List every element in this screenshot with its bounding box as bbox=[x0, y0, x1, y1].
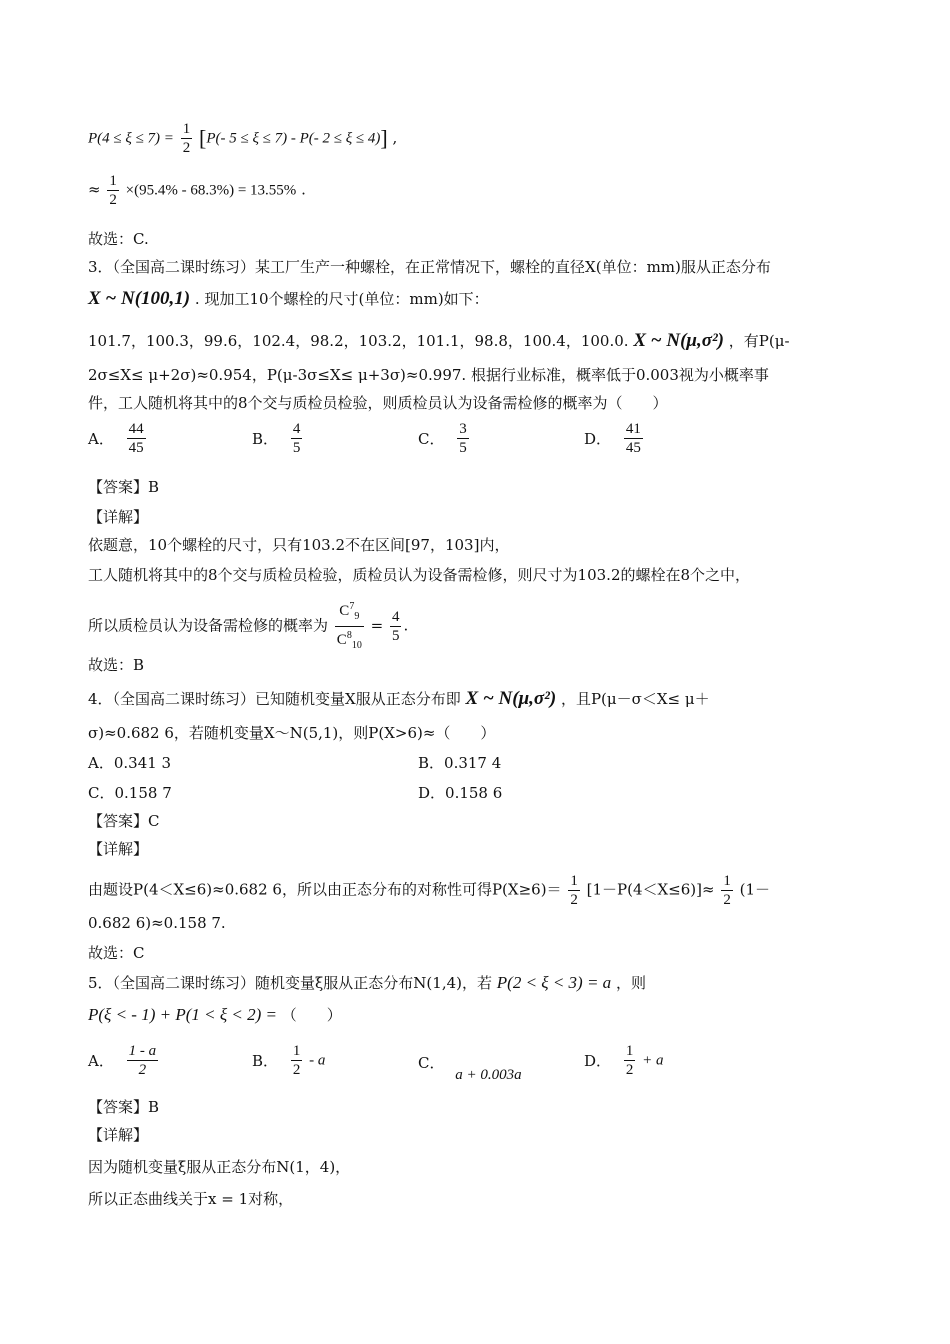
q3-stem-2-line bbox=[88, 288, 489, 310]
q3-stem-3: ，有P(μ- bbox=[728, 332, 790, 350]
formula2-frac: $\frac{1}{2}$ bbox=[109, 173, 117, 208]
formula-line-1: P(4 ≤ ξ ≤ 7) = $\frac{1}{2}$ [P(- 5 ≤ ξ ≤ 7) - P(- 2 ≤ ξ ≤ 4)] , bbox=[88, 121, 398, 156]
q5-stem-1-line bbox=[88, 972, 646, 994]
q3-result-fraction: $\frac{4}{5}$ bbox=[391, 609, 400, 644]
q3-distribution: X ~ N(100,1) bbox=[88, 288, 191, 309]
q4-stem-3: σ)≈0.682 6，若随机变量X～N(5,1)，则P(X>6)≈（ ） bbox=[88, 724, 496, 742]
formula1-bracket: P(- 5 ≤ ξ ≤ 7) - P(- 2 ≤ ξ ≤ 4) bbox=[206, 130, 381, 147]
q3-option-b: B． $\frac{4}{5}$ bbox=[252, 421, 301, 456]
q3-stem-2: . 现加工10个螺栓的尺寸(单位：mm)如下： bbox=[194, 290, 489, 308]
q5-condition: P(2 < ξ < 3) = a bbox=[496, 973, 612, 992]
q5-answer: 【答案】B bbox=[88, 1098, 160, 1116]
formula1-tail: , bbox=[392, 128, 398, 147]
q3-stem-4: 2σ≤X≤ μ+2σ)≈0.954，P(μ-3σ≤X≤ μ+3σ)≈0.997. 根据行业标准，概率低于0.003视为小概率事 bbox=[88, 366, 769, 384]
q5-option-d: D． $\frac{1}{2}$ + a bbox=[584, 1043, 664, 1078]
q5-explanation-2: 所以正态曲线关于x = 1对称， bbox=[88, 1190, 294, 1208]
q3-option-c: C． $\frac{3}{5}$ bbox=[418, 421, 467, 456]
q4-stem-1: 4．（全国高二课时练习）已知随机变量X服从正态分布即 bbox=[88, 690, 461, 708]
q3-answer: 【答案】B bbox=[88, 478, 160, 496]
q3-detail-heading: 【详解】 bbox=[88, 508, 149, 526]
q4-stem-1-line bbox=[88, 688, 710, 710]
q3-choose: 故选：B bbox=[88, 656, 145, 674]
q4-explanation-2: 0.682 6)≈0.158 7. bbox=[88, 914, 226, 932]
q3-distribution-2: X ~ N(μ,σ²) bbox=[633, 330, 724, 351]
q4-option-b: B．0.317 4 bbox=[418, 754, 502, 772]
q3-data-line bbox=[88, 330, 790, 352]
q5-stem-3-line bbox=[88, 1004, 342, 1026]
q5-option-c: C． a + 0.003a bbox=[418, 1054, 522, 1083]
q5-option-b: B． $\frac{1}{2}$ - a bbox=[252, 1043, 326, 1078]
q4-answer: 【答案】C bbox=[88, 812, 160, 830]
q3-explanation-1: 依题意，10个螺栓的尺寸，只有103.2不在区间[97，103]内， bbox=[88, 536, 510, 554]
q4-option-c: C．0.158 7 bbox=[88, 784, 172, 802]
q5-stem-2: ，则 bbox=[615, 974, 646, 992]
formula-line-2 bbox=[88, 172, 306, 209]
q4-detail-heading: 【详解】 bbox=[88, 840, 149, 858]
q4-explanation-1: 由题设P(4＜X≤6)≈0.682 6，所以由正态分布的对称性可得P(X≥6)＝ $\frac{1}{2}$ [1－P(4＜X≤6)]≈ $\frac{1}{2}$ (1－ bbox=[88, 873, 771, 908]
q4-option-a: A．0.341 3 bbox=[88, 754, 172, 772]
q3-combination-fraction: $\frac{C^7_9}{C^8_{10}}$ bbox=[335, 598, 364, 655]
q4-distribution: X ~ N(μ,σ²) bbox=[465, 688, 557, 709]
q3-option-d: D． $\frac{41}{45}$ bbox=[584, 421, 641, 456]
q3-stem-1: 3．（全国高二课时练习）某工厂生产一种螺栓，在正常情况下，螺栓的直径X(单位：mm)服从正态分布 bbox=[88, 258, 771, 276]
q5-stem-3-tail: （ ） bbox=[281, 1006, 342, 1024]
q5-stem-1: 5．（全国高二课时练习）随机变量ξ服从正态分布N(1,4)，若 bbox=[88, 974, 492, 992]
formula2-approx: ≈ bbox=[88, 180, 101, 199]
q3-stem-5: 件，工人随机将其中的8个交与质检员检验，则质检员认为设备需检修的概率为（ ） bbox=[88, 394, 668, 412]
formula2-tail: . bbox=[301, 180, 306, 199]
q4-choose: 故选：C bbox=[88, 944, 145, 962]
q4-stem-2: ，且P(μ－σ＜X≤ μ＋ bbox=[560, 690, 710, 708]
q5-detail-heading: 【详解】 bbox=[88, 1126, 149, 1144]
q5-option-a: A． $\frac{1 - a}{2}$ bbox=[88, 1043, 157, 1078]
q3-explanation-2: 工人随机将其中的8个交与质检员检验，质检员认为设备需检修，则尺寸为103.2的螺栓在8个之中， bbox=[88, 566, 751, 584]
q3-explanation-3: 所以质检员认为设备需检修的概率为 $\frac{C^7_9}{C^8_{10}}$ = $\frac{4}{5}$ . bbox=[88, 598, 408, 655]
formula1-left: P(4 ≤ ξ ≤ 7) = bbox=[88, 130, 174, 147]
q5-stem-3: P(ξ < - 1) + P(1 < ξ < 2) = bbox=[88, 1005, 277, 1024]
q3-option-a: A． $\frac{44}{45}$ bbox=[88, 421, 144, 456]
formula2-rest: ×(95.4% - 68.3%) = 13.55% bbox=[125, 182, 297, 199]
q4-option-d: D．0.158 6 bbox=[418, 784, 503, 802]
q3-data: 101.7，100.3，99.6，102.4，98.2，103.2，101.1，98.8，100.4，100.0. bbox=[88, 332, 629, 350]
q5-explanation-1: 因为随机变量ξ服从正态分布N(1，4)， bbox=[88, 1158, 351, 1176]
formula1-frac: $\frac{1}{2}$ bbox=[182, 121, 191, 156]
choose-c-top: 故选：C. bbox=[88, 230, 149, 248]
